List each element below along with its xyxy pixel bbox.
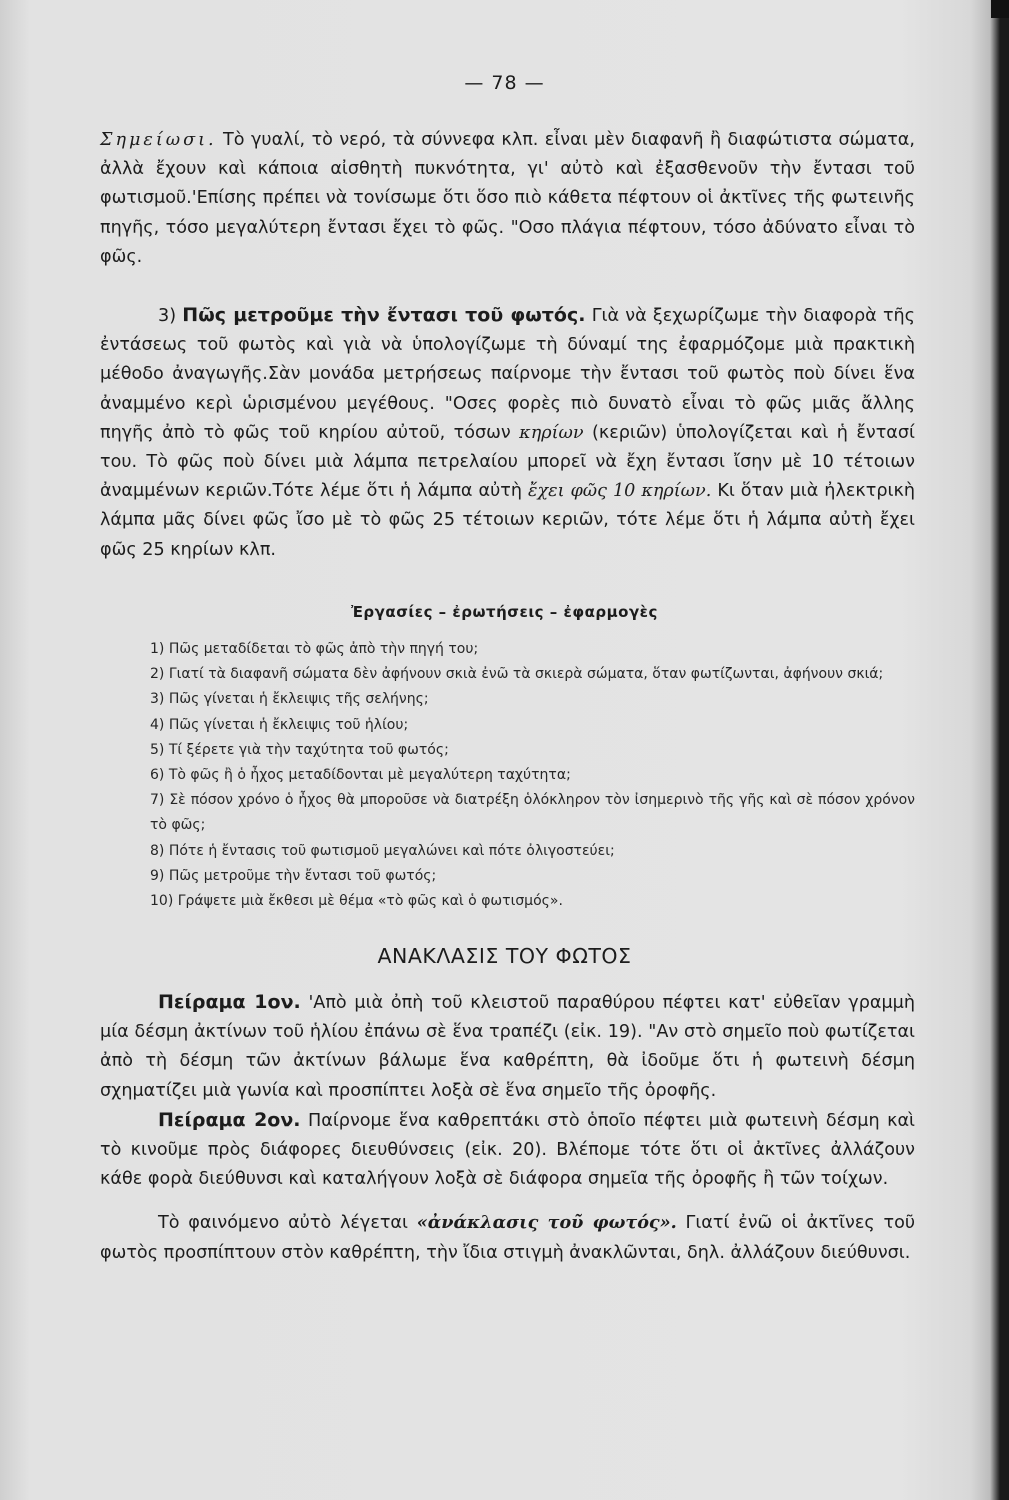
page-number: — 78 —	[464, 72, 545, 94]
exercise-item: 3) Πῶς γίνεται ἡ ἔκλειψις τῆς σελήνης;	[150, 691, 429, 708]
exercises-title: Ἐργασίες – ἐρωτήσεις – ἐφαρμογὲς	[351, 603, 658, 621]
reflection-section	[100, 988, 915, 1268]
measure-text-3: Κι ὅταν μιὰ ἠλεκτρικὴ λάμπα μᾶς δίνει φῶς ἴσο μὲ τὸ φῶς 25 τέτοιων κεριῶν, τότε λέμε ὅτι ἡ λάμπα αὐτὴ ἔχει φῶς 25 κηρίων κλπ.	[100, 481, 915, 560]
measure-paragraph	[100, 301, 915, 565]
exercise-item: 8) Πότε ἡ ἔντασις τοῦ φωτισμοῦ μεγαλώνει καὶ πότε ὀλιγοστεύει;	[150, 842, 615, 859]
phenomenon-paragraph	[100, 1208, 915, 1267]
experiment-1	[100, 988, 915, 1106]
measure-term: κηρίων	[519, 422, 584, 443]
experiment-1-text: 'Απὸ μιὰ ὀπὴ τοῦ κλειστοῦ παραθύρου πέφτει κατ' εὐθεῖαν γραμμὴ μία δέσμη ἀκτίνων τοῦ ἡλίου ἐπάνω σὲ ἕνα τραπέζι (εἰκ. 19). "Αν στὸ σημεῖο ποὺ φωτίζεται ἀπὸ τὴ δέσμη τῶν ἀκτίνων βάλωμε ἕνα καθρέπτη, θὰ ἰδοῦμε ὅτι ἡ φωτεινὴ δέσμη σχηματίζει μιὰ γωνία καὶ προσπίπτει λοξὰ σὲ ἕνα σημεῖο τῆς ὀροφῆς.	[100, 993, 915, 1101]
phenomenon-term: «ἀνάκλασις τοῦ φωτός».	[416, 1212, 677, 1234]
experiment-2-label: Πείραμα 2ον.	[158, 1108, 301, 1131]
experiment-2-text: Παίρνομε ἕνα καθρεπτάκι στὸ ὁποῖο πέφτει μιὰ φωτεινὴ δέσμη καὶ τὸ κινοῦμε πρὸς διάφορες διευθύνσεις (εἰκ. 20). Βλέπομε τότε ὅτι οἱ ἀκτῖνες ἀλλάζουν κάθε φορὰ διεύθυνσι καὶ καταλήγουν λοξὰ σὲ διάφορα σημεῖα τῆς ὀροφῆς ἢ τῶν τοίχων.	[100, 1110, 915, 1190]
page-corner-shadow	[991, 0, 1009, 18]
exercise-item: 6) Τὸ φῶς ἢ ὁ ἦχος μεταδίδονται μὲ μεγαλύτερη ταχύτητα;	[150, 767, 571, 784]
phenomenon-text-1: Τὸ φαινόμενο αὐτὸ λέγεται	[158, 1213, 408, 1234]
measure-number: 3)	[158, 306, 177, 326]
exercises-list	[100, 637, 915, 914]
notes-label: Σημείωσι.	[100, 130, 217, 150]
experiment-2	[100, 1106, 915, 1195]
experiment-1-label: Πείραμα 1ον.	[158, 991, 301, 1013]
exercise-item: 9) Πῶς μετροῦμε τὴν ἔντασι τοῦ φωτός;	[150, 867, 437, 884]
notes-text: Τὸ γυαλί, τὸ νερό, τὰ σύννεφα κλπ. εἶναι μὲν διαφανῆ ἢ διαφώτιστα σώματα, ἀλλὰ ἔχουν καὶ κάποια αἰσθητὴ πυκνότητα, γι' αὐτὸ καὶ ἐξασθενοῦν τὴν ἔντασι τοῦ φωτισμοῦ.'Επίσης πρέπει νὰ τονίσωμε ὅτι ὅσο πιὸ κάθετα πέφτουν οἱ ἀκτῖνες τῆς φωτεινῆς πηγῆς, τόσο μεγαλύτερη ἔντασι ἔχει τὸ φῶς. "Οσο πλάγια πέφτουν, τόσο ἀδύνατο εἶναι τὸ φῶς.	[100, 130, 915, 267]
exercise-item: 4) Πῶς γίνεται ἡ ἔκλειψις τοῦ ἡλίου;	[150, 716, 409, 733]
measure-text-1: Γιὰ νὰ ξεχωρίζωμε τὴν διαφορὰ τῆς ἐντάσεως τοῦ φωτὸς καὶ γιὰ νὰ ὑπολογίζωμε τὴ δύναμί της ἐφαρμόζομε μιὰ πρακτικὴ μέθοδο ἀναγωγῆς.Σὰν μονάδα μετρήσεως παίρνομε τὴν ἔντασι τοῦ φωτὸς ποὺ δίνει ἕνα ἀναμμένο κερὶ ὡρισμένου μεγέθους. "Οσες φορὲς πιὸ δυνατὸ εἶναι τὸ φῶς μιᾶς ἄλλης πηγῆς ἀπὸ τὸ φῶς τοῦ κηρίου αὐτοῦ, τόσων	[100, 306, 916, 443]
phenomenon-text-2: Γιατί ἐνῶ οἱ ἀκτῖνες τοῦ φωτὸς προσπίπτουν στὸν καθρέπτη, τὴν ἴδια στιγμὴ ἀνακλῶνται, δηλ. ἀλλάζουν διεύθυνσι.	[100, 1213, 916, 1263]
measure-emphasis: ἔχει φῶς 10 κηρίων.	[528, 481, 712, 502]
exercise-item: 1) Πῶς μεταδίδεται τὸ φῶς ἀπὸ τὴν πηγή του;	[150, 641, 479, 657]
exercise-item: 5) Τί ξέρετε γιὰ τὴν ταχύτητα τοῦ φωτός;	[150, 741, 449, 758]
section-heading: ΑΝΑΚΛΑΣΙΣ ΤΟΥ ΦΩΤΟΣ	[377, 944, 632, 968]
notes-paragraph	[100, 126, 915, 272]
measure-text-2: (κεριῶν) ὑπολογίζεται καὶ ἡ ἔντασί του. Τὸ φῶς ποὺ δίνει μιὰ λάμπα πετρελαίου μπορεῖ νὰ ἔχη ἔντασι ἴσην μὲ 10 τέτοιων ἀναμμένων κεριῶν.Τότε λέμε ὅτι ἡ λάμπα αὐτὴ	[100, 422, 916, 502]
exercise-item: 7) Σὲ πόσον χρόνο ὁ ἦχος θὰ μποροῦσε νὰ διατρέξη ὁλόκληρον τὸν ἰσημερινὸ τῆς γῆς καὶ σὲ πόσον χρόνον τὸ φῶς;	[150, 792, 915, 834]
exercise-item: 2) Γιατί τὰ διαφανῆ σώματα δὲν ἀφήνουν σκιὰ ἐνῶ τὰ σκιερὰ σώματα, ὅταν φωτίζωνται, ἀφήνουν σκιά;	[150, 666, 884, 683]
measure-title: Πῶς μετροῦμε τὴν ἔντασι τοῦ φωτός.	[182, 304, 586, 326]
exercise-item: 10) Γράψετε μιὰ ἔκθεσι μὲ θέμα «τὸ φῶς καὶ ὁ φωτισμός».	[150, 893, 563, 910]
